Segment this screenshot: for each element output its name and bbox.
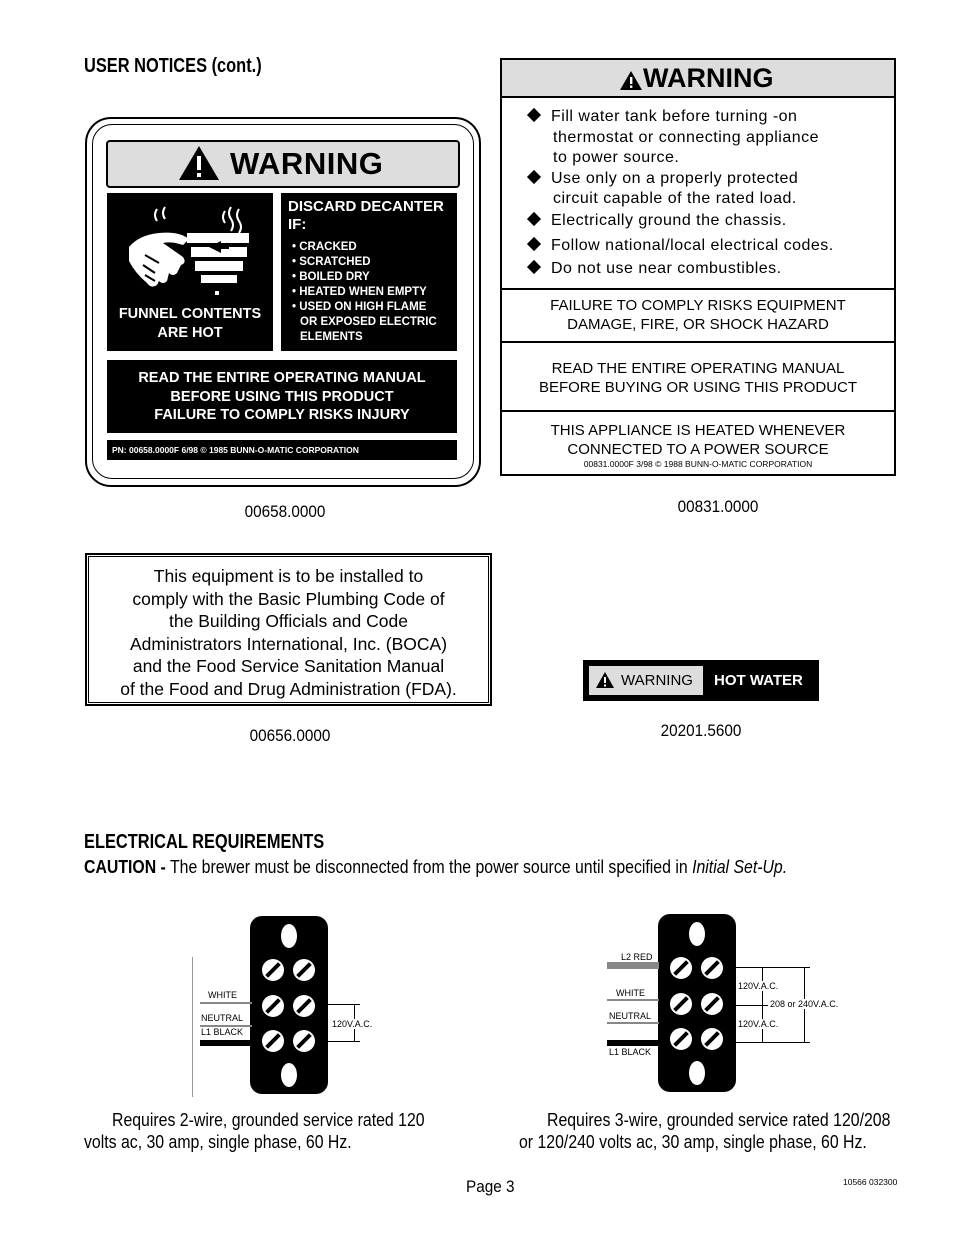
read-text-3: FAILURE TO COMPLY RISKS INJURY [154, 407, 410, 423]
label-00658-warning-bar [106, 140, 460, 188]
bullet-text: thermostat or connecting appliance [553, 129, 820, 146]
screw-icon [670, 957, 692, 979]
dim-line [328, 1041, 360, 1042]
dim-line [328, 1004, 360, 1005]
mount-hole-icon [689, 922, 705, 946]
discard-title-2: IF: [288, 216, 307, 233]
terminal-block-2wire [250, 916, 328, 1094]
plumbing-line: and the Food Service Sanitation Manual [132, 656, 445, 676]
diamond-bullet-icon [527, 260, 541, 274]
fail-text-1: FAILURE TO COMPLY RISKS EQUIPMENT [550, 297, 846, 314]
hot-water-label [583, 660, 819, 701]
bullet-text: Use only on a properly protected [551, 170, 799, 187]
caption-20201: 20201.5600 [660, 721, 742, 740]
wire-label: NEUTRAL [609, 1011, 652, 1021]
screw-icon [701, 1028, 723, 1050]
caution-italic: Initial Set-Up. [692, 857, 788, 877]
discard-panel [281, 193, 457, 351]
caption-00656: 00656.0000 [249, 726, 331, 745]
diamond-bullet-icon [527, 237, 541, 251]
warning-triangle-icon [619, 70, 643, 91]
hot-water-text: HOT WATER [714, 672, 803, 689]
voltage-label: 208 or 240V.A.C. [770, 999, 839, 1009]
caution-text: The brewer must be disconnected from the power source until specified in [165, 857, 693, 877]
screw-icon [670, 1028, 692, 1050]
screw-icon [262, 1030, 284, 1052]
l2-wire [607, 962, 659, 969]
l1-wire [200, 1040, 252, 1046]
screw-icon [293, 995, 315, 1017]
caption-00831: 00831.0000 [677, 497, 759, 516]
screw-icon [293, 959, 315, 981]
screw-icon [701, 993, 723, 1015]
funnel-panel [107, 193, 273, 351]
mount-hole-icon [281, 1063, 297, 1087]
plumbing-line: of the Food and Drug Administration (FDA). [120, 678, 457, 699]
voltage-label: 120V.A.C. [332, 1019, 373, 1029]
screw-icon [701, 957, 723, 979]
bullet-text: Fill water tank before turning -on [551, 108, 798, 125]
plumbing-notice [85, 565, 492, 700]
hot-funnel-hand-icon [125, 203, 255, 299]
bullet-text: Do not use near combustibles. [551, 260, 782, 277]
voltage-label: 120V.A.C. [738, 1019, 779, 1029]
caution-label: CAUTION - [84, 857, 166, 877]
screw-icon [262, 959, 284, 981]
caption-00658: 00658.0000 [244, 502, 326, 521]
discard-item: • CRACKED [292, 241, 357, 253]
terminal-block-3wire [658, 914, 736, 1092]
diamond-bullet-icon [527, 170, 541, 184]
screw-icon [293, 1030, 315, 1052]
wire-label: WHITE [208, 990, 237, 1000]
label-00831-warning-bar [500, 58, 896, 98]
white-wire [200, 1002, 252, 1004]
label-00658-footer-text: PN: 00658.0000F 6/98 © 1985 BUNN-O-MATIC CORPORATION [112, 445, 359, 455]
label-00831-footer: 00831.0000F 3/98 © 1988 BUNN-O-MATIC CORPORATION [583, 459, 813, 469]
dim-line [736, 1005, 768, 1006]
right-req-text-1: Requires 3-wire, grounded service rated 120/208 [547, 1110, 891, 1130]
bullet-text: circuit capable of the rated load. [553, 190, 797, 207]
dim-line [736, 1042, 810, 1043]
wire-label: NEUTRAL [201, 1013, 244, 1023]
label-00658-footer [107, 440, 457, 460]
warning-triangle-icon [178, 145, 220, 181]
warning-heading: WARNING [643, 63, 774, 93]
read-manual-box [107, 360, 457, 433]
mount-hole-icon [689, 1061, 705, 1085]
diamond-bullet-icon [527, 212, 541, 226]
doc-code: 10566 032300 [843, 1177, 898, 1187]
dim-line [736, 967, 810, 968]
discard-title-1: DISCARD DECANTER [288, 198, 444, 215]
right-req-text-2: or 120/240 volts ac, 30 amp, single phase, 60 Hz. [519, 1132, 867, 1152]
screw-icon [262, 995, 284, 1017]
l1-wire [607, 1040, 659, 1046]
screw-icon [670, 993, 692, 1015]
diamond-bullet-icon [527, 108, 541, 122]
warning-heading: WARNING [230, 146, 384, 181]
discard-item: • USED ON HIGH FLAME [292, 301, 427, 313]
wire-label: L1 BLACK [609, 1047, 652, 1057]
heated-text-2: CONNECTED TO A POWER SOURCE [567, 441, 829, 458]
hot-water-warning-text: WARNING [621, 672, 693, 689]
bullet-text: Electrically ground the chassis. [551, 212, 787, 229]
discard-item: • BOILED DRY [292, 271, 370, 283]
read-buy-text-2: BEFORE BUYING OR USING THIS PRODUCT [538, 379, 858, 396]
read-buy-text-1: READ THE ENTIRE OPERATING MANUAL [551, 360, 845, 377]
page-title: USER NOTICES (cont.) [84, 55, 262, 77]
discard-item: • HEATED WHEN EMPTY [292, 286, 427, 298]
mount-hole-icon [281, 924, 297, 948]
page-number: Page 3 [466, 1177, 515, 1196]
wire-label: L2 RED [621, 952, 653, 962]
voltage-label: 120V.A.C. [738, 981, 779, 991]
plumbing-line: This equipment is to be installed to [153, 566, 424, 586]
warning-triangle-icon [595, 671, 615, 689]
dim-line [762, 967, 763, 1042]
hot-water-warning-part [589, 666, 703, 695]
left-req-text-1: Requires 2-wire, grounded service rated 120 [112, 1110, 425, 1130]
discard-item: ELEMENTS [300, 331, 363, 343]
wire-label: L1 BLACK [201, 1027, 244, 1037]
plumbing-line: comply with the Basic Plumbing Code of [132, 588, 445, 609]
left-req-text-2: volts ac, 30 amp, single phase, 60 Hz. [84, 1132, 352, 1152]
read-text-2: BEFORE USING THIS PRODUCT [170, 388, 394, 405]
neutral-wire [607, 1022, 659, 1024]
white-wire [607, 999, 659, 1001]
electrical-title: ELECTRICAL REQUIREMENTS [84, 831, 325, 853]
discard-item: • SCRATCHED [292, 256, 371, 268]
caution-line [84, 857, 787, 878]
funnel-text-1: FUNNEL CONTENTS [118, 306, 262, 322]
bullet-text: to power source. [553, 149, 680, 166]
discard-item: OR EXPOSED ELECTRIC [300, 316, 437, 328]
read-text-1: READ THE ENTIRE OPERATING MANUAL [138, 370, 426, 386]
bullet-text: Follow national/local electrical codes. [551, 237, 834, 254]
heated-text-1: THIS APPLIANCE IS HEATED WHENEVER [550, 422, 846, 439]
wire-label: WHITE [616, 988, 645, 998]
plumbing-line: Administrators International, Inc. (BOCA) [129, 633, 448, 654]
funnel-text-2: ARE HOT [157, 325, 223, 341]
plumbing-line: the Building Officials and Code [169, 611, 408, 631]
fail-text-2: DAMAGE, FIRE, OR SHOCK HAZARD [567, 316, 829, 333]
left-wire-edge [192, 957, 193, 1097]
